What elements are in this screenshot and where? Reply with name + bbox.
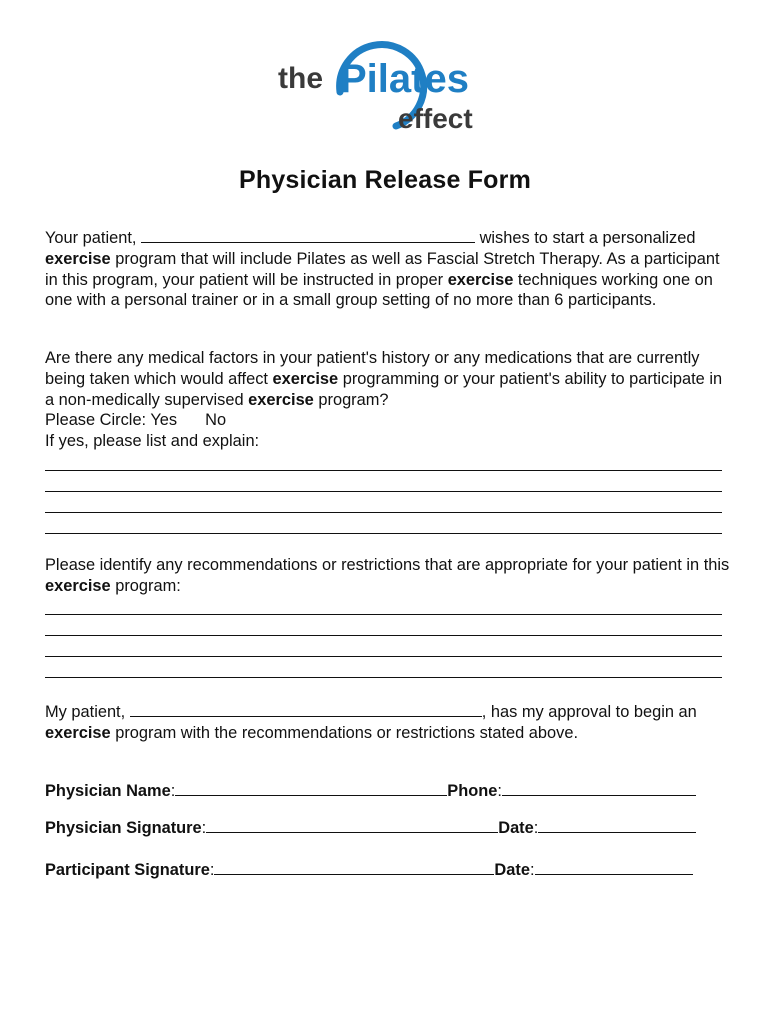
p4-text-b: , has my approval to begin an bbox=[481, 703, 697, 721]
p1-text-a: Your patient, bbox=[45, 229, 137, 247]
recommendation-line[interactable] bbox=[45, 614, 722, 615]
form-title: Physician Release Form bbox=[238, 166, 532, 194]
physician-name-row bbox=[45, 781, 696, 801]
physician-date-label: Date bbox=[498, 819, 534, 837]
participant-signature-field[interactable] bbox=[214, 860, 494, 875]
p2-text-e: program? bbox=[318, 390, 389, 409]
physician-signature-row bbox=[45, 818, 696, 838]
p1-text-f: techniques working one on one with a personal trainer or in a small group setting of no more than 6 participants. bbox=[45, 270, 713, 310]
p4-exercise: exercise bbox=[45, 723, 111, 742]
physician-name-field[interactable] bbox=[175, 781, 447, 796]
participant-signature-row bbox=[45, 860, 693, 880]
p1-text-b: wishes to start a personalized bbox=[479, 229, 696, 247]
physician-name-label: Physician Name bbox=[45, 782, 171, 800]
logo-pilates: Pilates bbox=[340, 57, 469, 101]
participant-date-label: Date bbox=[494, 861, 530, 879]
list-explain-label: If yes, please list and explain: bbox=[45, 432, 260, 451]
p3-text-a: Please identify any recommendations or restrictions that are appropriate for your patient in this bbox=[45, 556, 730, 574]
explain-line[interactable] bbox=[45, 470, 722, 471]
logo-effect: effect bbox=[398, 103, 473, 134]
recommendation-line[interactable] bbox=[45, 677, 722, 678]
physician-signature-label: Physician Signature bbox=[45, 819, 202, 837]
explain-line[interactable] bbox=[45, 512, 722, 513]
recommendation-line[interactable] bbox=[45, 635, 722, 636]
recommendations-paragraph bbox=[45, 555, 735, 597]
physician-date-field[interactable] bbox=[538, 818, 696, 833]
medical-factors-paragraph bbox=[45, 348, 735, 452]
pilates-effect-logo bbox=[278, 30, 493, 135]
colon: : bbox=[209, 861, 215, 879]
p3-exercise: exercise bbox=[45, 576, 111, 595]
physician-signature-field[interactable] bbox=[206, 818, 498, 833]
colon: : bbox=[529, 861, 535, 879]
colon: : bbox=[497, 782, 502, 800]
circle-no-label[interactable]: No bbox=[205, 411, 227, 430]
logo-the: the bbox=[278, 62, 323, 95]
p1-text-d: program that will include Pilates as well as Fascial Stretch Therapy. As a participant in this program, your patient will be instructed in proper bbox=[45, 249, 720, 289]
intro-paragraph bbox=[45, 228, 735, 311]
circle-yes-label[interactable]: Please Circle: Yes bbox=[45, 411, 178, 430]
explain-line[interactable] bbox=[45, 491, 722, 492]
p4-text-d: program with the recommendations or restrictions stated above. bbox=[115, 723, 578, 742]
approval-patient-name-field[interactable] bbox=[130, 702, 482, 717]
participant-date-field[interactable] bbox=[535, 860, 693, 875]
p3-text-c: program: bbox=[115, 576, 181, 595]
colon: : bbox=[201, 819, 207, 837]
patient-name-field[interactable] bbox=[141, 228, 475, 243]
participant-signature-label: Participant Signature bbox=[45, 861, 210, 879]
p2-exercise: exercise bbox=[272, 369, 339, 388]
p4-text-a: My patient, bbox=[45, 703, 126, 721]
recommendation-line[interactable] bbox=[45, 656, 722, 657]
colon: : bbox=[170, 782, 176, 800]
logo-graphic bbox=[278, 30, 493, 135]
p1-exercise-2: exercise bbox=[447, 270, 514, 289]
phone-field[interactable] bbox=[502, 781, 696, 796]
explain-line[interactable] bbox=[45, 533, 722, 534]
p2-text-a: Are there any medical factors in your patient's history or any medications that are currently being taken which would affect bbox=[45, 349, 700, 388]
p1-exercise: exercise bbox=[45, 249, 111, 268]
colon: : bbox=[533, 819, 539, 837]
p2-text-c: programming or your patient's ability to participate in a non-medically supervised bbox=[45, 369, 723, 409]
approval-paragraph bbox=[45, 702, 735, 744]
p2-exercise-2: exercise bbox=[248, 390, 314, 409]
phone-label: Phone bbox=[447, 782, 498, 800]
